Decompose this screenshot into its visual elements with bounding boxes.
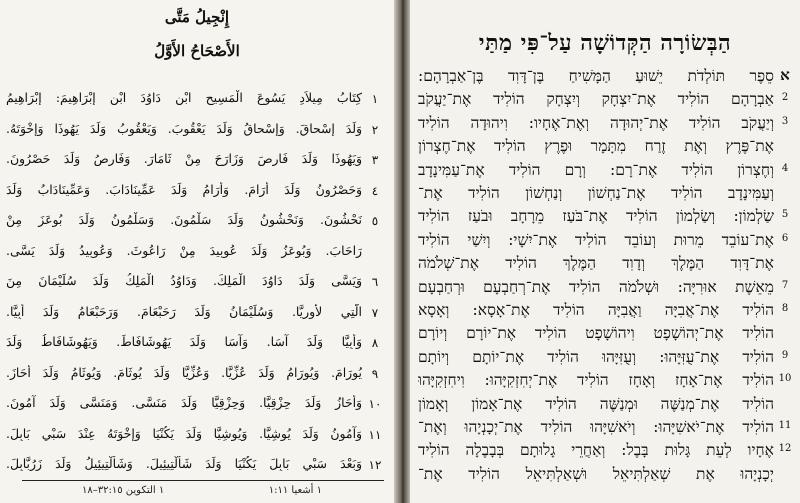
- verse-number: ٩: [371, 366, 379, 381]
- arabic-verse-row: [6, 391, 384, 421]
- hebrew-verse-line: [418, 441, 792, 464]
- verse-number: ٦: [371, 275, 379, 289]
- verse-number: 8: [781, 303, 789, 314]
- footnote-isaiah: ١ أشعيا ١:١١: [268, 485, 322, 496]
- verse-text: وَأَحَازُ وَلَدَ حِزْقِيَّا. وَحِزْقِيَّا وَلَدَ مَنَسَّى. وَمَنَسَّى وَلَدَ آمُونَ.: [6, 395, 362, 410]
- hebrew-verse-line: [418, 371, 792, 394]
- verse-number: ٨: [371, 336, 379, 350]
- verse-text: וְיַעֲקֹב הוֹלִיד אֶת־יְהוּדָה וְאֶת־אֶחָיו: וִיהוּדָה הוֹלִיד: [418, 113, 774, 132]
- hebrew-verse-line: [418, 161, 792, 184]
- hebrew-title: הַבְּשׂוֹרָה הַקְּדוֹשָׁה עַל־פִּי מַתַּי: [478, 30, 732, 56]
- verse-number: 9: [781, 349, 789, 361]
- hebrew-verse-line: [418, 231, 792, 254]
- verse-text: وَبَعْدَ سَبْيِ بَابِلَ يَكُنْيَا وَلَدَ شَأَلْتِيئِيلَ. وَشَأَلْتِيئِيلُ وَلَدَ زَرُبَّابِلَ.: [6, 456, 362, 471]
- book-title: إِنْجِيلُ مَتَّى: [164, 8, 230, 26]
- verse-number: ٣: [371, 153, 379, 167]
- verse-text: وَأَبِيَّا وَلَدَ آسَا. وَآسَا وَلَدَ يَهُوشَافَاطَ. وَيَهُوشَافَاطُ وَلَدَ: [6, 334, 362, 349]
- verse-text: وَحَصْرُونُ وَلَدَ أَرَامَ. وَأَرَامُ وَلَدَ عَمِّينَادَابَ. وَعَمِّينَادَابُ وَلَدَ: [6, 181, 362, 197]
- verse-text: الَّتِي لأُورِيَّا. وَسُلَيْمَانُ وَلَدَ رَحَبْعَامَ. وَرَحَبْعَامُ وَلَدَ أَبِيَّا.: [6, 303, 362, 319]
- verse-number: 4: [781, 162, 789, 174]
- verse-number: 2: [781, 92, 789, 104]
- verse-number: ٧: [371, 305, 379, 320]
- verse-text: אֶת־עוֹבֵד מֵרוּת וְעוֹבֵד הוֹלִיד אֶת־יִשָׁי: וְיִשַׁי הוֹלִיד: [418, 230, 774, 249]
- verse-number: 12: [778, 443, 792, 455]
- verse-number: 7: [781, 279, 789, 291]
- verse-text: הוֹלִיד אֶת־אָחָז וְאָחָז הוֹלִיד אֶת־יְחִזְקִיָּהוּ: וִיחִזְקִיָּהוּ: [418, 371, 774, 390]
- verse-number: 10: [778, 373, 792, 385]
- verse-number: א: [780, 66, 790, 84]
- arabic-verse-row: [6, 147, 384, 177]
- hebrew-verse-line: [418, 67, 792, 90]
- verse-text: וְעַמִּינָדָב הוֹלִיד אֶת־נַחְשׁוֹן וְנַחְשׁוֹן הוֹלִיד אֶת־: [418, 184, 774, 202]
- arabic-verse-row: [6, 117, 384, 147]
- hebrew-verse-line: [418, 90, 792, 113]
- arabic-verse-row: [6, 86, 384, 116]
- arabic-verse-row: [6, 269, 384, 299]
- verse-number: ١٢: [368, 458, 382, 472]
- verse-text: وَيَهُوذَا وَلَدَ فَارِصَ وَزَارَحَ مِنْ ثَامَارَ. وَفَارِصُ وَلَدَ حَصْرُونَ.: [6, 151, 362, 166]
- verse-text: وَآمُونُ وَلَدَ يُوشِيَّا. وَيُوشِيَّا وَلَدَ يَكُنْيَا وَإِخْوَتَهُ عِنْدَ سَبْيِ بَابِلَ.: [6, 425, 362, 441]
- hebrew-page: [410, 0, 800, 503]
- verse-number: ٢: [371, 122, 379, 137]
- verse-text: שַׂלְמוֹן: וְשַׂלְמוֹן הוֹלִיד אֶת־בֹּעַז מֵרָחָב וּבֹעַז הוֹלִיד: [418, 207, 774, 226]
- verse-text: הוֹלִיד אֶת־עֻזִּיָּהוּ: וְעֻזִּיָּהוּ הוֹלִיד אֶת־יוֹתָם וְיוֹתָם: [418, 347, 774, 366]
- verse-text: אֶחָיו לְעֵת גָּלוּת בָּבֶל: וְאַחֲרֵי גָלוּתָם בְּבָבֶלָה הוֹלִיד: [418, 441, 774, 460]
- verse-number: 6: [781, 232, 789, 244]
- arabic-verse-row: [6, 239, 384, 269]
- book-gutter: [394, 0, 410, 503]
- verse-text: رَاحَابَ. وَبُوعَزُ وَلَدَ عُوبِيدَ مِنْ رَاعُوثَ. وَعُوبِيدُ وَلَدَ يَسَّى.: [6, 242, 362, 258]
- hebrew-verse-line: [418, 465, 792, 488]
- verse-text: אַבְרָהָם הוֹלִיד אֶת־יִצְחָק וְיִצְחָק הוֹלִיד אֶת־יַעֲקֹב: [418, 90, 774, 109]
- verse-text: وَيَسَّى وَلَدَ دَاوُدَ الْمَلِكَ. وَدَاوُدُ الْمَلِكُ وَلَدَ سُلَيْمَانَ مِنَ: [6, 273, 362, 288]
- verse-text: הוֹלִיד אֶת־מְנַשֶּׁה וּמְנַשֶּׁה הוֹלִיד אֶת־אָמוֹן וְאָמוֹן: [418, 394, 774, 413]
- arabic-page: [0, 0, 394, 503]
- arabic-verse-row: [6, 208, 384, 238]
- verse-text: אֶת־פֶּרֶץ וְאֶת זֶרַח מִתָּמָר וּפֶרֶץ הוֹלִיד אֶת־חֶצְרוֹן: [418, 137, 774, 156]
- verse-text: וְחֶצְרוֹן הוֹלִיד אֶת־רָם: וְרָם הוֹלִיד אֶת־עַמִּינָדָב: [418, 160, 774, 179]
- verse-number: ١٠: [368, 397, 382, 411]
- verse-number: 5: [781, 209, 789, 221]
- hebrew-verse-line: [418, 418, 792, 441]
- hebrew-verse-line: [418, 114, 792, 137]
- hebrew-verse-line: [418, 254, 792, 277]
- hebrew-verse-line: [418, 278, 792, 301]
- hebrew-verse-line: [418, 324, 792, 347]
- verse-text: كِتَابُ مِيلاَدِ يَسُوعَ الْمَسِيحِ ابْنِ دَاوُدَ ابْنِ إِبْرَاهِيمَ: إِبْرَاهِيمُ: [6, 90, 362, 105]
- hebrew-verse-line: [418, 184, 792, 207]
- verse-text: نَحْشُونَ. وَنَحْشُونُ وَلَدَ سَلْمُونَ. وَسَلْمُونُ وَلَدَ بُوعَزَ مِنْ: [6, 212, 362, 227]
- hebrew-verse-line: [418, 207, 792, 230]
- hebrew-verse-line: [418, 137, 792, 160]
- arabic-verse-row: [6, 178, 384, 208]
- verse-number: ١: [371, 92, 379, 106]
- verse-text: وَلَدَ إِسْحاقَ. وَإِسْحاقُ وَلَدَ يَعْقُوبَ. وَيَعْقُوبُ وَلَدَ يَهُوذَا وَإِخْوَتَهُ.: [6, 120, 362, 136]
- arabic-verse-row: [6, 361, 384, 391]
- hebrew-verse-line: [418, 348, 792, 371]
- verse-text: יְכָנְיָהוּ אֶת שְׁאַלְתִּיאֵל וּשְׁאַלְתִּיאֵל הוֹלִיד אֶת־: [418, 464, 774, 483]
- verse-number: 11: [778, 420, 792, 431]
- verse-text: הוֹלִיד אֶת־יְהוֹשָׁפָט וִיהוֹשָׁפָט הוֹלִיד אֶת־יוֹרָם וְיוֹרָם: [418, 324, 774, 343]
- verse-number: ١١: [368, 427, 382, 442]
- footer-rule: [22, 480, 384, 481]
- verse-text: מֵאֵשֶׁת אוּרִיָּה: וּשְׁלֹמֹה הוֹלִיד אֶת־רְחַבְעָם וּרְחַבְעָם: [418, 277, 774, 296]
- arabic-verse-row: [6, 422, 384, 452]
- verse-text: סֵפֶר תּוֹלְדֹת יֵשׁוּעַ הַמָּשִׁיחַ בֶּן־דָּוִד בֶּן־אַבְרָהָם:: [418, 67, 774, 85]
- verse-number: ٥: [371, 214, 379, 228]
- footnote-genesis: ١ التكوين ٣٢:١٥–١٨: [82, 485, 165, 496]
- arabic-verse-row: [6, 452, 384, 482]
- hebrew-verse-line: [418, 395, 792, 418]
- arabic-verse-row: [6, 330, 384, 360]
- verse-text: הוֹלִיד אֶת־אֲבִיָּה וַאֲבִיָּה הוֹלִיד אֶת־אָסָא: וְאָסָא: [418, 301, 774, 319]
- verse-text: يُورَامَ. وَيُورَامُ وَلَدَ عُزِّيَّا. وَعُزِّيَّا وَلَدَ يُوثَامَ. وَيُوثَامُ وَلَدَ أَحَازَ.: [6, 364, 362, 380]
- verse-number: ٤: [371, 183, 379, 198]
- arabic-verse-row: [6, 300, 384, 330]
- verse-text: הוֹלִיד אֶת־יֹאשִׁיָּהוּ: וְיֹאשִׁיָּהוּ הוֹלִיד אֶת־יְכָנְיָהוּ וְאֶת־: [418, 418, 774, 436]
- hebrew-verse-line: [418, 301, 792, 324]
- verse-number: 3: [781, 115, 789, 127]
- chapter-title: الأَصْحَاحُ الأَوَّلُ: [154, 42, 240, 60]
- verse-text: אֶת־דָּוִד הַמֶּלֶךְ וְדָוִד הַמֶּלֶךְ הוֹלִיד אֶת־שְׁלֹמֹה: [418, 254, 774, 273]
